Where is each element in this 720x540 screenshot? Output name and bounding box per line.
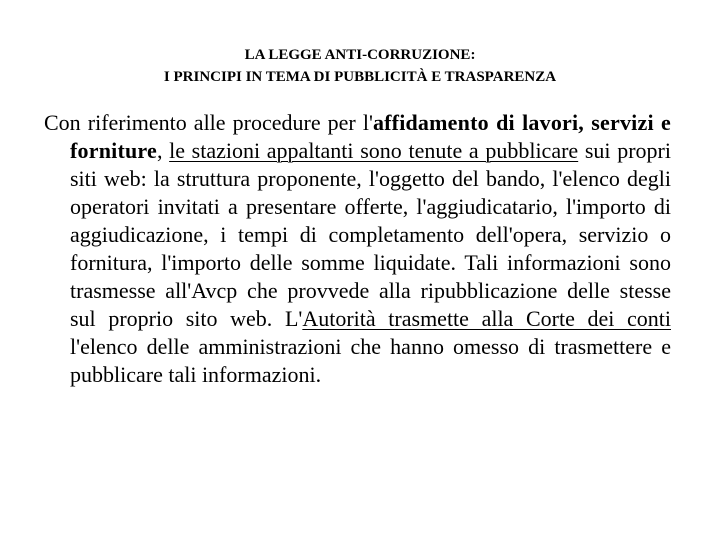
text-run: l'elenco delle amministrazioni che hanno omesso di trasmettere e pubblicare tali informazioni. xyxy=(70,334,671,387)
bold-text-affidamento: affidamento di lavori, servizi e forniture xyxy=(70,110,672,163)
title-line-1: LA LEGGE ANTI-CORRUZIONE: xyxy=(244,47,476,63)
underlined-text-stazioni: le stazioni appaltanti sono tenute a pubblicare xyxy=(169,138,579,163)
text-run: Con riferimento alle procedure per l' xyxy=(44,110,373,135)
body-paragraph xyxy=(44,109,671,389)
title-line-2: I PRINCIPI IN TEMA DI PUBBLICITÀ E TRASPARENZA xyxy=(163,69,557,85)
underlined-text-autorita: Autorità trasmette alla Corte dei conti xyxy=(302,306,671,331)
slide-title xyxy=(0,44,720,88)
text-run: sui propri siti web: la struttura proponente, l'oggetto del bando, l'elenco degli operatori invitati a presentare offerte, l'aggiudicatario, l'importo di aggiudicazione, i tempi di completamento dell'opera, servizio o fornitura, l'importo delle somme liquidate. Tali informazioni sono trasmesse all'Avcp che provvede alla ripubblicazione delle stesse sul proprio sito web. L' xyxy=(70,138,671,331)
text-run: , xyxy=(156,138,170,163)
